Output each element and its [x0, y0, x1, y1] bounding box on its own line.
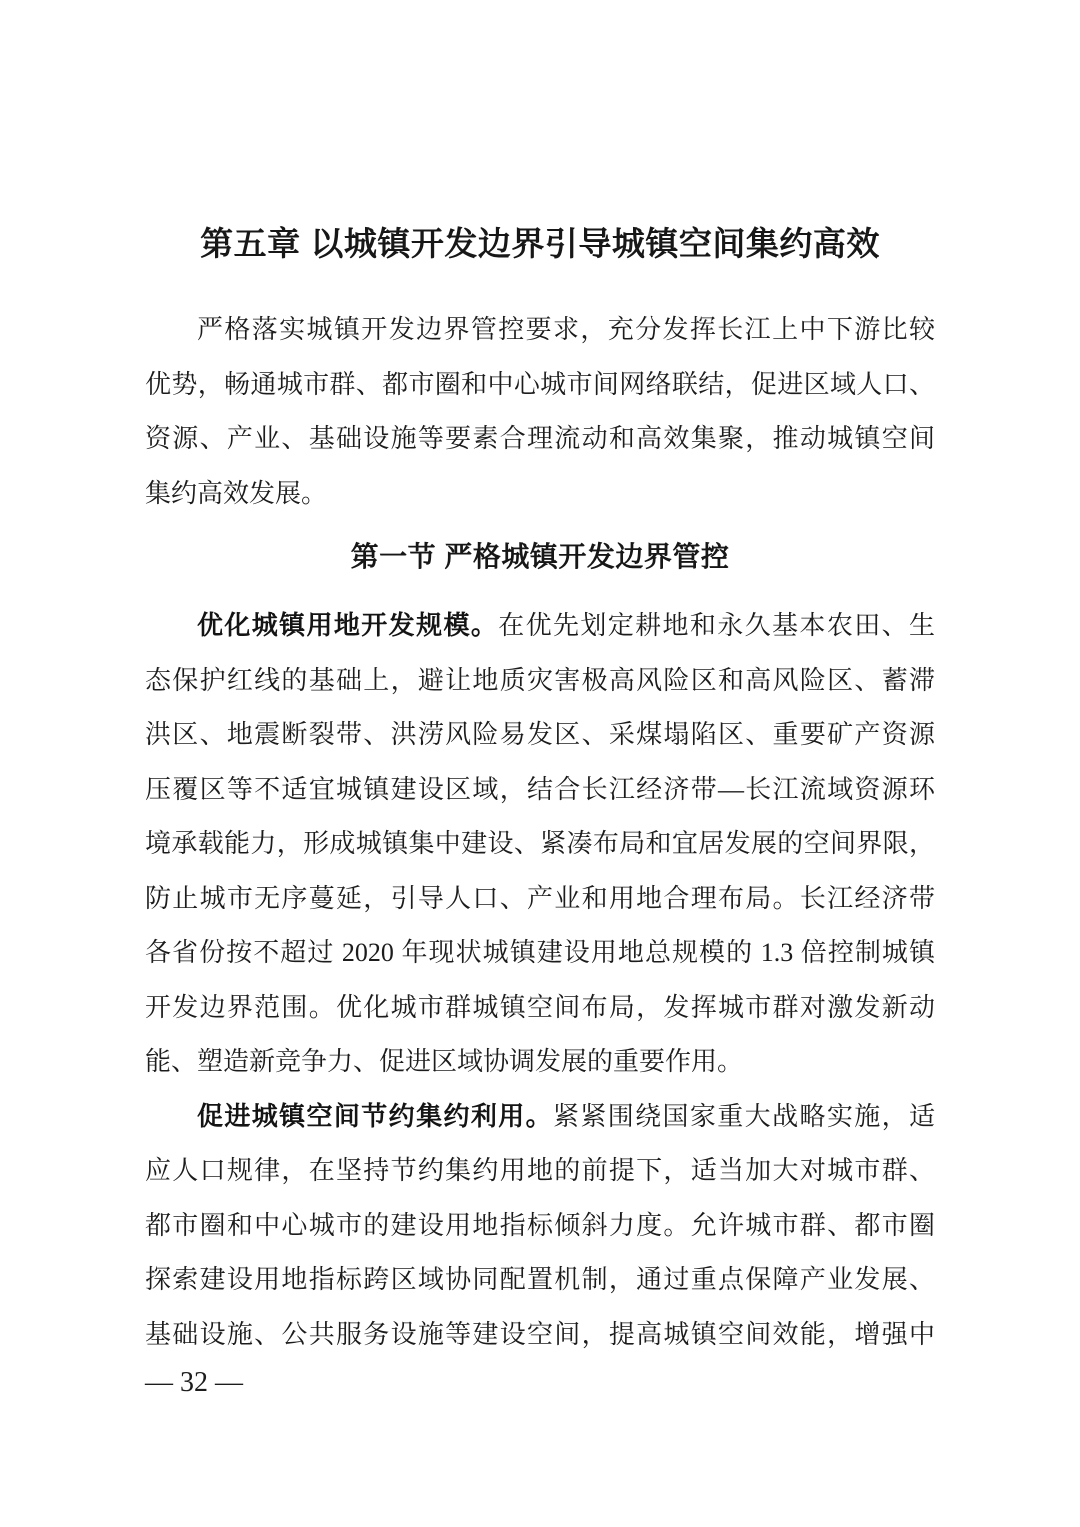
text-line: 能、塑造新竞争力、促进区域协调发展的重要作用。: [145, 1047, 744, 1076]
text-line: 严格落实城镇开发边界管控要求，充分发挥长江上中下游比较: [197, 315, 935, 344]
text-line: 洪区、地震断裂带、洪涝风险易发区、采煤塌陷区、重要矿产资源: [145, 720, 935, 749]
paragraph-optimize-urban-land: [145, 599, 935, 1090]
text-line: 探索建设用地指标跨区域协同配置机制，通过重点保障产业发展、: [145, 1265, 935, 1294]
text-line: [145, 599, 935, 654]
text-line: 防止城市无序蔓延，引导人口、产业和用地合理布局。长江经济带: [145, 883, 935, 913]
text-line: [145, 1090, 935, 1145]
text-line: 压覆区等不适宜城镇建设区域，结合长江经济带—长江流域资源环: [145, 774, 935, 804]
page-number: — 32 —: [145, 1367, 243, 1398]
text-line: 资源、产业、基础设施等要素合理流动和高效集聚，推动城镇空间: [145, 424, 935, 453]
text-run: 紧紧围绕国家重大战略实施，适: [553, 1101, 935, 1131]
paragraph-lead: 优化城镇用地开发规模。: [197, 611, 499, 640]
section-title: 第一节 严格城镇开发边界管控: [350, 541, 730, 572]
text-line: 基础设施、公共服务设施等建设空间，提高城镇空间效能，增强中: [145, 1319, 935, 1349]
paragraph-lead: 促进城镇空间节约集约利用。: [197, 1101, 553, 1131]
text-line: 开发边界范围。优化城市群城镇空间布局，发挥城市群对激发新动: [145, 992, 935, 1022]
text-line: 态保护红线的基础上，避让地质灾害极高风险区和高风险区、蓄滞: [145, 665, 935, 695]
page-content: [145, 221, 935, 1398]
intro-paragraph: [145, 303, 935, 521]
text-line: 应人口规律，在坚持节约集约用地的前提下，适当加大对城市群、: [145, 1156, 935, 1185]
text-line: 各省份按不超过 2020 年现状城镇建设用地总规模的 1.3 倍控制城镇: [145, 938, 935, 967]
text-line: 优势，畅通城市群、都市圈和中心城市间网络联结，促进区域人口、: [145, 369, 935, 399]
text-line: 境承载能力，形成城镇集中建设、紧凑布局和宜居发展的空间界限，: [145, 829, 935, 858]
paragraph-promote-space-efficiency: [145, 1090, 935, 1363]
text-line: 集约高效发展。: [145, 478, 328, 508]
text-line: 都市圈和中心城市的建设用地指标倾斜力度。允许城市群、都市圈: [145, 1210, 935, 1240]
chapter-title: 第五章 以城镇开发边界引导城镇空间集约高效: [200, 225, 880, 262]
text-run: 在优先划定耕地和永久基本农田、生: [498, 611, 935, 640]
